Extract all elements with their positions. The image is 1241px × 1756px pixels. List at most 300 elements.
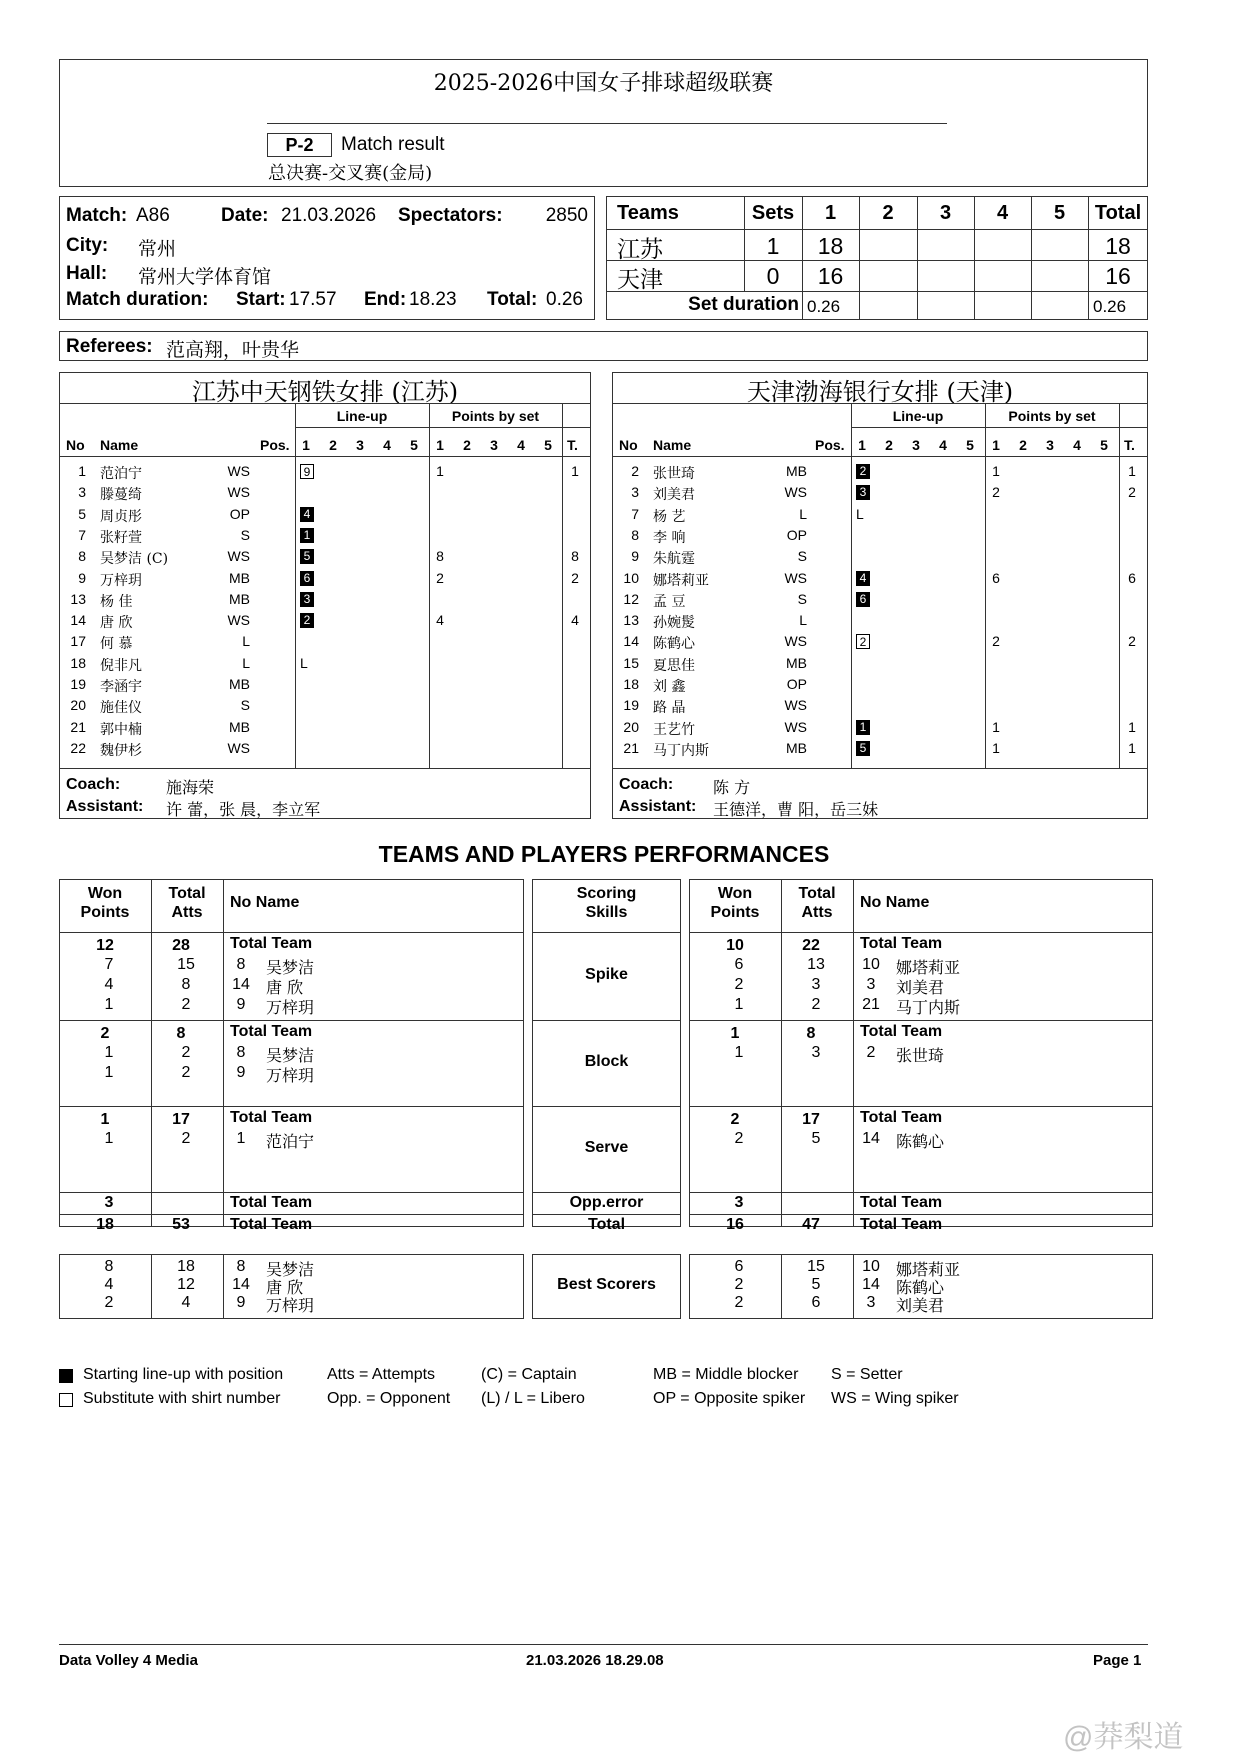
starting-position-chip: 6 <box>856 592 870 607</box>
team-won: 2 <box>100 1025 110 1042</box>
player-no: 1 <box>236 1130 246 1147</box>
team-a-roster <box>59 372 591 819</box>
team-a-name: 江苏中天钢铁女排 (江苏) <box>191 378 459 406</box>
match-info-box <box>59 196 595 320</box>
total-atts: 47 <box>802 1216 820 1233</box>
player-position: WS <box>784 633 807 650</box>
header-box <box>59 59 1148 187</box>
total-team-label: Total Team <box>860 935 943 952</box>
substitute-square-icon <box>59 1393 73 1407</box>
player-row <box>613 610 1147 631</box>
set1-points: 6 <box>992 569 1000 586</box>
player-position: MB <box>229 718 250 735</box>
total-value: 0.26 <box>546 289 583 310</box>
player-name: 陈鹤心 <box>653 636 695 653</box>
legend-captain: (C) = Captain <box>481 1366 577 1383</box>
starting-position-chip: 4 <box>856 571 870 586</box>
best-name: 万梓玥 <box>266 1296 315 1315</box>
total-points: 8 <box>571 548 579 565</box>
score-team-b: 天津 <box>617 267 663 293</box>
city-value: 常州 <box>138 238 177 260</box>
score-header-sets: Sets <box>751 202 795 224</box>
player-row <box>60 695 590 716</box>
score-team-a-set1: 18 <box>817 233 844 259</box>
player-won: 1 <box>734 996 744 1013</box>
total-label: Total <box>587 1216 626 1233</box>
player-position: L <box>799 612 807 629</box>
footer-left: Data Volley 4 Media <box>59 1652 198 1669</box>
score-header-set4: 4 <box>996 202 1009 224</box>
player-number: 5 <box>78 505 86 522</box>
player-number: 3 <box>631 484 639 501</box>
starting-position-chip: 1 <box>856 720 870 735</box>
total-team-label: Total Team <box>230 1194 313 1211</box>
player-row <box>613 631 1147 652</box>
report-label: Match result <box>341 134 445 155</box>
player-name: 孟 豆 <box>653 593 686 610</box>
best-won: 2 <box>734 1276 744 1293</box>
player-row <box>613 674 1147 695</box>
total-points: 2 <box>1128 484 1136 501</box>
player-row <box>60 525 590 546</box>
team-a-lineup-header: Line-up <box>336 408 388 424</box>
best-won: 6 <box>734 1258 744 1275</box>
player-number: 1 <box>78 463 86 479</box>
best-name: 吴梦洁 <box>266 1260 315 1279</box>
player-won: 1 <box>104 1064 114 1081</box>
player-no: 3 <box>866 976 876 993</box>
player-name: 万梓玥 <box>266 998 315 1017</box>
a-points-set-4: 4 <box>517 437 525 453</box>
player-number: 21 <box>623 739 639 756</box>
best-no: 8 <box>236 1258 246 1275</box>
score-header-set1: 1 <box>824 202 837 224</box>
a-points-set-1: 1 <box>436 437 444 453</box>
total-points: 1 <box>1128 718 1136 735</box>
team-a-assistant: 许 蕾，张 晨，李立军 <box>166 800 321 819</box>
a-lineup-set-3: 3 <box>356 437 364 453</box>
end-value: 18.23 <box>409 289 457 310</box>
best-atts: 4 <box>181 1294 191 1311</box>
b-lineup-set-2: 2 <box>885 437 893 453</box>
perf-row-divider <box>689 932 1153 933</box>
best-col-divider <box>853 1254 854 1319</box>
match-phase: 总决赛-交叉赛(金局) <box>268 163 433 184</box>
perf-row-divider <box>689 1020 1153 1021</box>
player-no: 9 <box>236 1064 246 1081</box>
best-label-box <box>532 1254 681 1319</box>
player-row <box>613 525 1147 546</box>
team-won: 1 <box>100 1111 110 1128</box>
end-label: End: <box>364 289 407 310</box>
a-t-header: T. <box>567 437 578 453</box>
player-number: 8 <box>78 548 86 565</box>
team-a-coach-label: Coach: <box>66 776 121 793</box>
player-number: 9 <box>78 569 86 586</box>
date-value: 21.03.2026 <box>281 205 377 226</box>
player-atts: 2 <box>181 1130 191 1147</box>
player-name: 施佳仪 <box>100 700 142 717</box>
best-no: 3 <box>866 1294 876 1311</box>
total-team-label: Total Team <box>230 1216 313 1233</box>
score-team-b-sets: 0 <box>766 263 780 289</box>
player-position: WS <box>227 612 250 629</box>
performance-title: TEAMS AND PLAYERS PERFORMANCES <box>378 841 830 867</box>
player-name: 娜塔莉亚 <box>896 958 961 977</box>
starting-position-chip: 5 <box>856 741 870 756</box>
best-scorers-label: Best Scorers <box>557 1276 656 1293</box>
player-position: MB <box>786 463 807 479</box>
best-atts: 15 <box>807 1258 825 1275</box>
player-name: 万梓玥 <box>266 1066 315 1085</box>
team-b-assistant-label: Assistant: <box>619 798 697 815</box>
player-number: 13 <box>623 612 639 629</box>
player-row <box>613 589 1147 610</box>
set1-points: 4 <box>436 612 444 629</box>
player-atts: 2 <box>181 1064 191 1081</box>
player-position: WS <box>227 739 250 756</box>
player-position: WS <box>784 718 807 735</box>
player-name: 路 晶 <box>653 700 686 717</box>
team-a-assistant-label: Assistant: <box>66 798 144 815</box>
total-team-label: Total Team <box>860 1023 943 1040</box>
set1-duration: 0.26 <box>807 297 841 316</box>
total-won: 18 <box>96 1216 114 1233</box>
player-row <box>60 631 590 652</box>
legend-atts: Atts = Attempts <box>327 1366 436 1383</box>
team-won: 2 <box>730 1111 740 1128</box>
best-atts: 12 <box>177 1276 195 1293</box>
player-name: 范泊宁 <box>100 466 142 482</box>
player-position: WS <box>227 548 250 565</box>
player-name: 杨 艺 <box>653 508 686 525</box>
player-number: 20 <box>70 697 86 714</box>
player-number: 10 <box>623 569 639 586</box>
player-name: 张籽萱 <box>100 529 142 546</box>
team-atts: 8 <box>806 1025 816 1042</box>
player-number: 12 <box>623 590 639 607</box>
player-position: S <box>240 526 250 543</box>
player-name: 孙婉髲 <box>653 615 695 632</box>
hall-value: 常州大学体育馆 <box>138 266 272 288</box>
player-position: S <box>240 697 250 714</box>
score-team-b-total: 16 <box>1105 263 1131 289</box>
player-no: 14 <box>232 976 250 993</box>
player-number: 20 <box>623 718 639 735</box>
player-name: 王艺竹 <box>653 721 695 738</box>
player-name: 唐 欣 <box>266 978 304 997</box>
player-won: 4 <box>104 976 114 993</box>
player-name: 万梓玥 <box>100 572 142 589</box>
a-lineup-set-1: 1 <box>302 437 310 453</box>
perf-row-divider <box>59 1192 524 1193</box>
player-no: 2 <box>866 1044 876 1061</box>
player-position: OP <box>786 526 807 543</box>
score-header-total: Total <box>1094 202 1142 224</box>
team-won: 10 <box>726 937 744 954</box>
a-lineup-set-2: 2 <box>329 437 337 453</box>
spectators-value: 2850 <box>545 205 588 226</box>
team-a-no-header: No <box>66 437 85 453</box>
player-won: 1 <box>734 1044 744 1061</box>
total-team-label: Total Team <box>860 1109 943 1126</box>
legend-libero: (L) / L = Libero <box>481 1390 585 1407</box>
player-number: 18 <box>70 654 86 671</box>
player-atts: 8 <box>181 976 191 993</box>
a-lineup-set-5: 5 <box>410 437 418 453</box>
player-number: 19 <box>70 676 86 692</box>
player-name: 夏思佳 <box>653 657 695 674</box>
starting-position-chip: 5 <box>300 549 314 564</box>
player-atts: 13 <box>807 956 825 973</box>
player-no: 8 <box>236 1044 246 1061</box>
best-no: 10 <box>862 1258 880 1275</box>
score-team-b-set1: 16 <box>817 263 844 289</box>
player-row <box>60 589 590 610</box>
best-won: 2 <box>104 1294 114 1311</box>
player-number: 3 <box>78 484 86 501</box>
starting-position-chip: 2 <box>856 464 870 479</box>
starting-position-chip: 3 <box>300 592 314 607</box>
player-won: 1 <box>104 1130 114 1147</box>
player-position: OP <box>786 676 807 692</box>
team-atts: 8 <box>176 1025 186 1042</box>
player-no: 21 <box>862 996 880 1013</box>
footer-right: Page 1 <box>1093 1652 1142 1669</box>
best-no: 9 <box>236 1294 246 1311</box>
city-label: City: <box>66 235 109 256</box>
perf-row-divider <box>532 932 681 933</box>
player-row <box>613 695 1147 716</box>
legend-mb: MB = Middle blocker <box>653 1366 799 1383</box>
competition-title: 2025-2026中国女子排球超级联赛 <box>433 71 774 96</box>
team-atts: 28 <box>172 937 190 954</box>
won-points-header: Won Points <box>80 885 130 921</box>
date-label: Date: <box>221 205 269 226</box>
b-points-set-4: 4 <box>1073 437 1081 453</box>
player-name: 朱航霆 <box>653 551 695 568</box>
player-number: 17 <box>70 633 86 650</box>
team-won: 12 <box>96 937 114 954</box>
starting-position-chip: 2 <box>300 613 314 628</box>
player-number: 19 <box>623 697 639 714</box>
player-name: 吴梦洁 <box>266 958 315 977</box>
set-duration-label: Set duration <box>688 294 799 315</box>
team-atts: 17 <box>802 1111 820 1128</box>
player-row <box>613 568 1147 589</box>
a-points-set-2: 2 <box>463 437 471 453</box>
score-team-a: 江苏 <box>617 237 663 263</box>
player-name: 李涵宇 <box>100 679 142 695</box>
referees-box <box>59 331 1148 361</box>
player-atts: 2 <box>181 996 191 1013</box>
legend-opp: Opp. = Opponent <box>327 1390 451 1407</box>
player-row <box>613 738 1147 759</box>
won-points-header: Won Points <box>710 885 760 921</box>
player-atts: 3 <box>811 976 821 993</box>
scoring-skills-header: Scoring Skills <box>576 885 637 921</box>
total-points: 2 <box>1128 633 1136 650</box>
starting-square-icon <box>59 1369 73 1383</box>
set1-points: 8 <box>436 548 444 565</box>
player-row <box>60 674 590 695</box>
player-name: 陈鹤心 <box>896 1132 945 1151</box>
player-name: 何 慕 <box>100 636 133 653</box>
player-name: 郭中楠 <box>100 721 142 738</box>
player-number: 14 <box>70 612 86 629</box>
team-b-name-header: Name <box>653 437 692 453</box>
score-team-a-total: 18 <box>1105 233 1131 259</box>
player-number: 13 <box>70 590 86 607</box>
player-number: 18 <box>623 676 639 692</box>
player-number: 2 <box>631 463 639 479</box>
team-b-assistant: 王德洋，曹 阳，岳三妹 <box>713 800 879 819</box>
perf-row-divider <box>59 1020 524 1021</box>
total-points: 6 <box>1128 569 1136 586</box>
player-name: 刘 鑫 <box>653 679 686 695</box>
libero-marker: L <box>300 654 308 671</box>
total-team-label: Total Team <box>230 935 313 952</box>
set1-points: 1 <box>992 718 1000 735</box>
substitute-chip: 9 <box>300 464 314 479</box>
player-no: 9 <box>236 996 246 1013</box>
libero-marker: L <box>856 505 864 522</box>
b-t-header: T. <box>1124 437 1135 453</box>
starting-position-chip: 4 <box>300 507 314 522</box>
player-won: 6 <box>734 956 744 973</box>
perf-row-divider <box>532 1020 681 1021</box>
report-code: P-2 <box>267 133 332 157</box>
player-number: 15 <box>623 654 639 671</box>
player-position: WS <box>227 463 250 479</box>
player-position: OP <box>229 505 250 522</box>
player-won: 2 <box>734 1130 744 1147</box>
footer-rule <box>59 1644 1148 1645</box>
player-atts: 2 <box>811 996 821 1013</box>
player-name: 吴梦洁 (C) <box>100 551 169 568</box>
best-atts: 18 <box>177 1258 195 1275</box>
player-position: L <box>242 633 250 650</box>
skill-serve: Serve <box>584 1139 629 1156</box>
legend-op: OP = Opposite spiker <box>653 1390 806 1407</box>
player-name: 马丁内斯 <box>896 998 961 1017</box>
player-number: 21 <box>70 718 86 735</box>
player-position: MB <box>786 654 807 671</box>
player-position: MB <box>229 590 250 607</box>
player-name: 刘美君 <box>653 487 695 504</box>
player-row <box>60 738 590 759</box>
best-name: 唐 欣 <box>266 1278 304 1297</box>
b-lineup-set-4: 4 <box>939 437 947 453</box>
substitute-chip: 2 <box>856 634 870 649</box>
starting-position-chip: 6 <box>300 571 314 586</box>
player-name: 吴梦洁 <box>266 1046 315 1065</box>
skill-spike: Spike <box>585 966 628 983</box>
legend-ws: WS = Wing spiker <box>831 1390 959 1407</box>
best-won: 8 <box>104 1258 114 1275</box>
title-underline <box>267 123 947 124</box>
legend-starting: Starting line-up with position <box>83 1366 284 1383</box>
set1-points: 1 <box>436 463 444 479</box>
player-number: 9 <box>631 548 639 565</box>
team-b-lineup-header: Line-up <box>892 408 944 424</box>
player-row <box>60 461 590 482</box>
opp-error-won: 3 <box>734 1194 744 1211</box>
b-points-set-2: 2 <box>1019 437 1027 453</box>
b-lineup-set-1: 1 <box>858 437 866 453</box>
a-lineup-set-4: 4 <box>383 437 391 453</box>
player-row <box>60 546 590 567</box>
best-won: 4 <box>104 1276 114 1293</box>
total-points: 1 <box>1128 739 1136 756</box>
player-name: 李 响 <box>653 529 686 546</box>
player-position: WS <box>784 484 807 501</box>
player-row <box>613 546 1147 567</box>
score-box <box>606 196 1148 320</box>
total-atts-header: Total Atts <box>798 885 836 921</box>
player-name: 魏伊杉 <box>100 742 142 759</box>
score-header-set5: 5 <box>1053 202 1066 224</box>
team-atts: 22 <box>802 937 820 954</box>
opp-error-won: 3 <box>104 1194 114 1211</box>
start-label: Start: <box>236 289 286 310</box>
total-atts-header: Total Atts <box>168 885 206 921</box>
player-number: 7 <box>78 526 86 543</box>
perf-row-divider <box>689 1214 1153 1215</box>
score-team-a-sets: 1 <box>766 233 780 259</box>
player-position: MB <box>229 569 250 586</box>
player-atts: 3 <box>811 1044 821 1061</box>
player-name: 娜塔莉亚 <box>653 572 709 589</box>
total-atts: 53 <box>172 1216 190 1233</box>
player-position: WS <box>227 484 250 501</box>
player-number: 14 <box>623 633 639 650</box>
player-won: 1 <box>104 1044 114 1061</box>
player-name: 杨 佳 <box>100 593 133 610</box>
player-name: 范泊宁 <box>266 1132 315 1151</box>
player-row <box>60 717 590 738</box>
player-name: 唐 欣 <box>100 615 133 632</box>
team-b-points-header: Points by set <box>1008 408 1096 424</box>
best-atts: 5 <box>811 1276 821 1293</box>
player-name: 马丁内斯 <box>653 742 709 759</box>
b-points-set-3: 3 <box>1046 437 1054 453</box>
hall-label: Hall: <box>66 263 108 284</box>
referees-label: Referees: <box>66 336 153 357</box>
player-name: 滕蔓绮 <box>100 487 142 504</box>
player-name: 周贞彤 <box>100 508 142 525</box>
b-lineup-set-3: 3 <box>912 437 920 453</box>
player-won: 1 <box>104 996 114 1013</box>
a-points-set-3: 3 <box>490 437 498 453</box>
opp-error-label: Opp.error <box>569 1194 644 1211</box>
perf-row-divider <box>532 1192 681 1193</box>
score-header-set3: 3 <box>939 202 952 224</box>
player-row <box>60 568 590 589</box>
player-won: 2 <box>734 976 744 993</box>
total-duration: 0.26 <box>1093 297 1127 316</box>
total-team-label: Total Team <box>860 1194 943 1211</box>
total-points: 4 <box>571 612 579 629</box>
player-position: WS <box>784 697 807 714</box>
player-no: 14 <box>862 1130 880 1147</box>
total-points: 1 <box>1128 463 1136 479</box>
match-label: Match: <box>66 205 128 226</box>
player-position: L <box>242 654 250 671</box>
player-name: 张世琦 <box>896 1046 945 1065</box>
starting-position-chip: 1 <box>300 528 314 543</box>
team-b-name: 天津渤海银行女排 (天津) <box>746 378 1014 406</box>
